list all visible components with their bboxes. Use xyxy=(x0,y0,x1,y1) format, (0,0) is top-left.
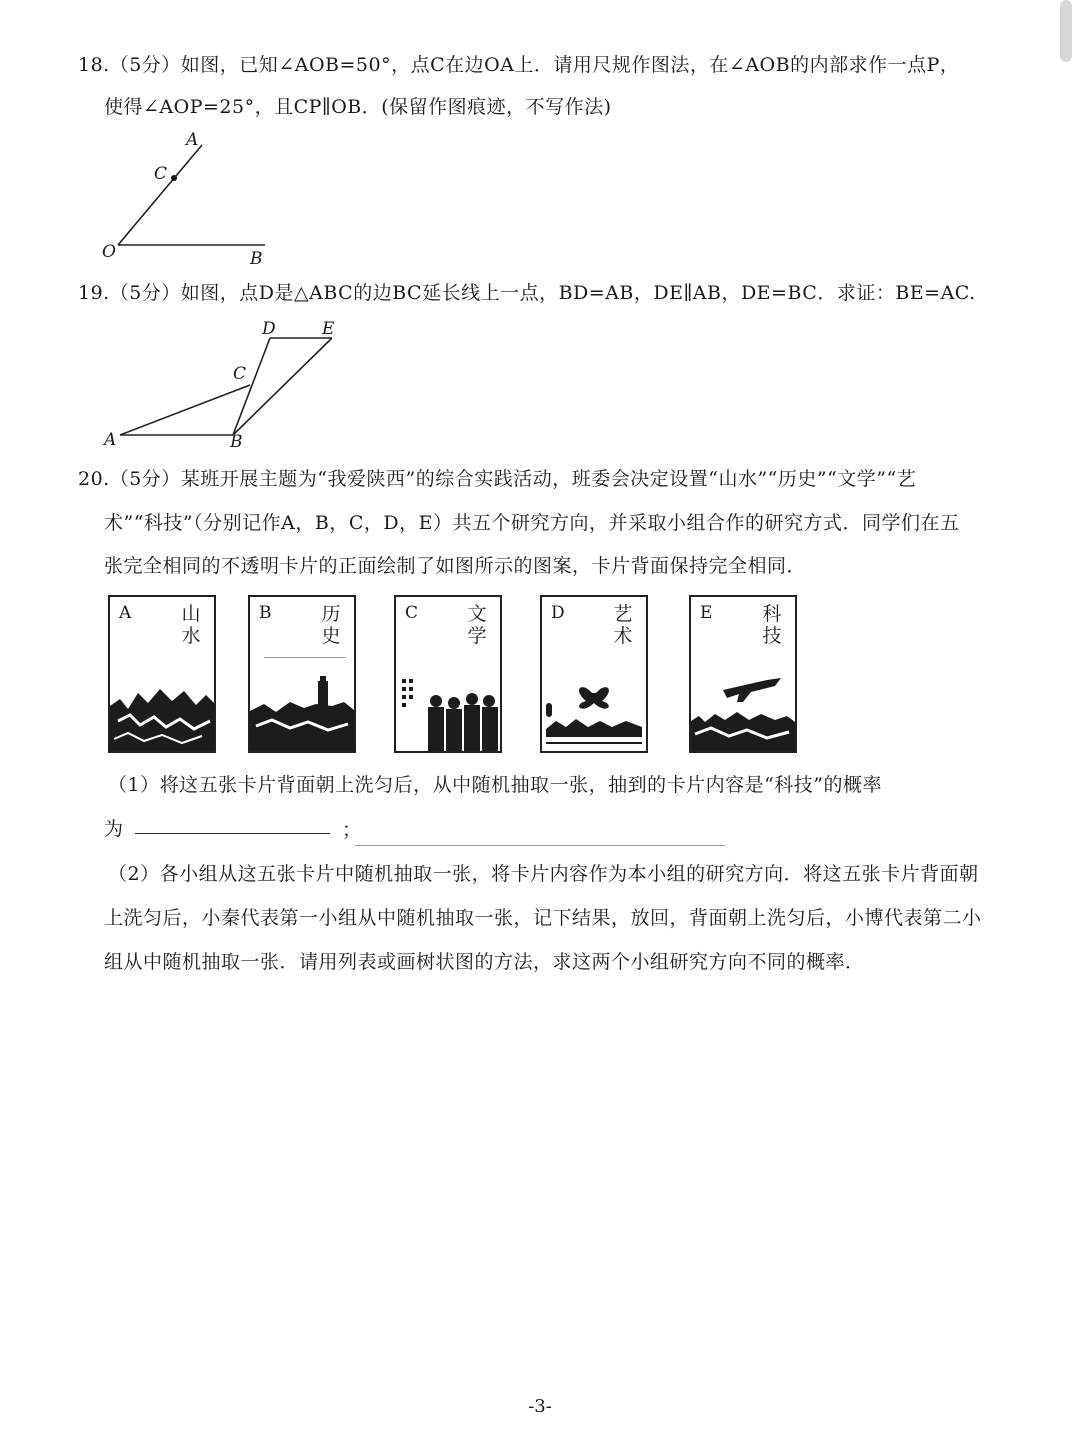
q20-part1-prefix: 为 xyxy=(104,818,124,840)
q20-line2: 术”“科技”（分别记作A，B，C，D，E）共五个研究方向，并采取小组合作的研究方式．同学们在五 xyxy=(104,512,960,534)
card-d-text: 艺术 xyxy=(613,603,633,647)
card-a-letter: A xyxy=(119,603,132,623)
literature-image xyxy=(396,671,500,751)
q18-line1: 18.（5分）如图，已知∠AOB=50°，点C在边OA上．请用尺规作图法，在∠AOB的内部求作一点P， xyxy=(78,54,960,76)
segment-BD xyxy=(233,338,270,435)
q20-part1-line1: （1）将这五张卡片背面朝上洗匀后，从中随机抽取一张，抽到的卡片内容是“科技”的概率 xyxy=(108,774,883,796)
card-c-text: 文学 xyxy=(467,603,487,647)
q18-label-A: A xyxy=(186,130,199,150)
scrollbar[interactable] xyxy=(1060,0,1072,62)
landscape-image xyxy=(110,681,214,751)
q19-label-E: E xyxy=(322,319,335,339)
q20-line3: 张完全相同的不透明卡片的正面绘制了如图所示的图案，卡片背面保持完全相同． xyxy=(104,555,807,577)
card-e-letter: E xyxy=(700,603,713,623)
q20-part2-line2: 上洗匀后，小秦代表第一小组从中随机抽取一张，记下结果，放回，背面朝上洗匀后，小博代表第二小 xyxy=(104,907,982,929)
scan-line-artifact xyxy=(355,845,725,846)
q18-label-O: O xyxy=(102,242,116,262)
page-number: -3- xyxy=(528,1396,552,1417)
card-b-letter: B xyxy=(259,603,272,623)
art-image xyxy=(542,681,646,751)
technology-image xyxy=(691,676,795,751)
q18-label-B: B xyxy=(250,249,263,269)
q19-label-B: B xyxy=(230,432,243,452)
q18-label-C: C xyxy=(154,164,168,184)
history-image xyxy=(250,676,354,751)
card-c-letter: C xyxy=(405,603,419,623)
q20-line1: 20.（5分）某班开展主题为“我爱陕西”的综合实践活动，班委会决定设置“山水”“历史”“文学”“艺 xyxy=(78,468,917,490)
segment-AC xyxy=(120,385,250,435)
answer-blank[interactable] xyxy=(135,833,330,834)
card-b-text: 历史 xyxy=(321,603,341,647)
q19-label-D: D xyxy=(262,319,276,339)
card-c xyxy=(394,595,502,753)
card-d-letter: D xyxy=(551,603,565,623)
card-a xyxy=(108,595,216,753)
point-C xyxy=(171,175,177,181)
ray-OA xyxy=(118,145,202,245)
card-d xyxy=(540,595,648,753)
q20-part2-line3: 组从中随机抽取一张．请用列表或画树状图的方法，求这两个小组研究方向不同的概率． xyxy=(104,951,865,973)
card-e xyxy=(689,595,797,753)
q19-line1: 19.（5分）如图，点D是△ABC的边BC延长线上一点，BD=AB，DE∥AB，DE=BC．求证：BE=AC. xyxy=(78,282,976,304)
q19-label-C: C xyxy=(233,364,247,384)
card-b xyxy=(248,595,356,753)
q20-part2-line1: （2）各小组从这五张卡片中随机抽取一张，将卡片内容作为本小组的研究方向．将这五张卡片背面朝 xyxy=(108,863,979,885)
card-a-text: 山水 xyxy=(181,603,201,647)
q18-line2: 使得∠AOP=25°，且CP∥OB．(保留作图痕迹，不写作法) xyxy=(104,96,612,118)
q19-triangle-figure xyxy=(100,320,350,450)
q19-label-A: A xyxy=(104,430,117,450)
q20-part1-suffix: ； xyxy=(342,819,362,841)
card-e-text: 科技 xyxy=(762,603,782,647)
